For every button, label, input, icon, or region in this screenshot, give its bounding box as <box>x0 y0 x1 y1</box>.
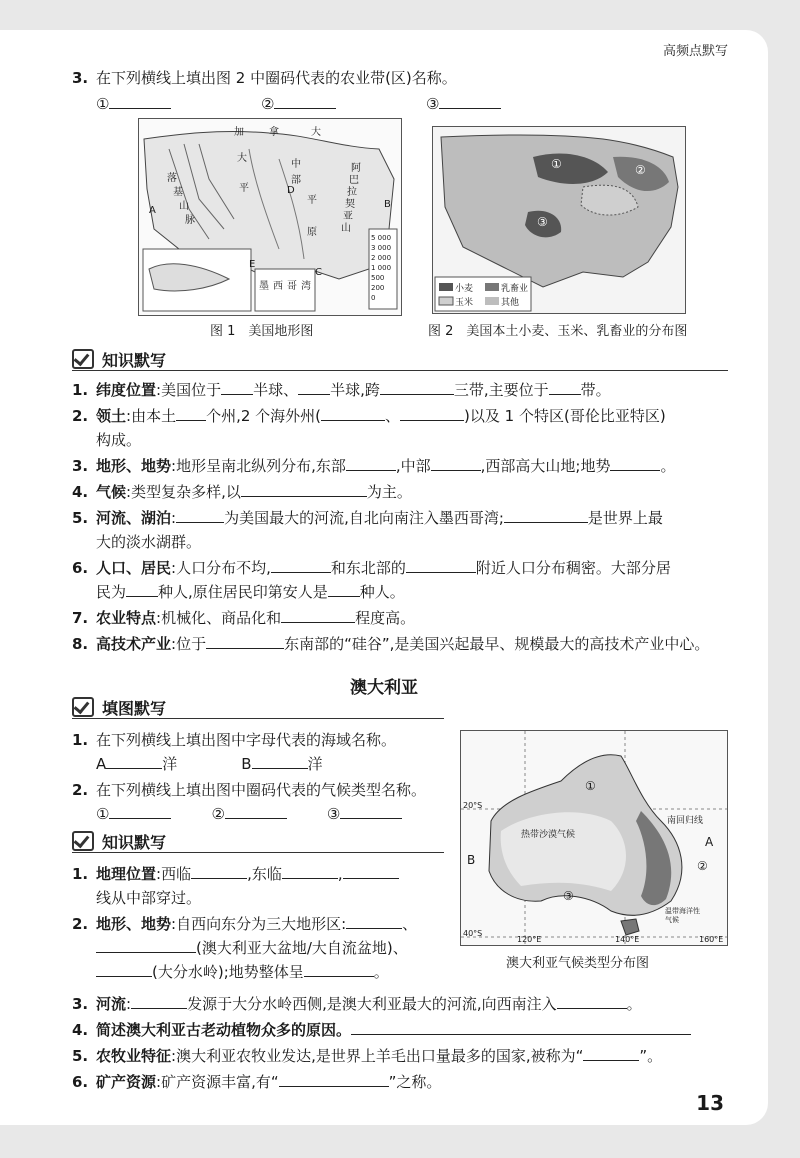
k6: 6. 人口、居民:人口分布不均, 和东北部的 附近人口分布稠密。大部分居 <box>72 559 671 577</box>
blank[interactable] <box>504 508 588 523</box>
check-icon <box>72 697 94 717</box>
map-label: 亚 <box>343 211 353 222</box>
a1-cont: 线从中部穿过。 <box>96 889 202 907</box>
map-label: 墨 <box>259 281 269 292</box>
blank[interactable] <box>431 456 481 471</box>
blank[interactable] <box>206 634 284 649</box>
blank[interactable] <box>126 582 158 597</box>
a2-cont2: (大分水岭);地势整体呈 。 <box>96 962 389 982</box>
blank[interactable] <box>176 406 206 421</box>
f1-blanks: A 洋 B 洋 <box>96 755 323 773</box>
divider <box>72 718 444 719</box>
a4: 4. 简述澳大利亚古老动植物众多的原因。 <box>72 1020 691 1040</box>
page <box>0 30 768 1125</box>
map-label: 契 <box>345 199 355 210</box>
blank[interactable] <box>96 962 152 977</box>
blank[interactable] <box>304 962 374 977</box>
legend-wheat: 小麦 <box>455 284 474 294</box>
us-agriculture-map <box>432 126 686 314</box>
f2: 2. 在下列横线上填出图中圈码代表的气候类型名称。 <box>72 781 427 799</box>
a1: 1. 地理位置:西临 ,东临 , <box>72 864 399 884</box>
elevation-legend: 5 000 3 000 2 000 1 000 500 200 0 <box>371 234 392 302</box>
map-label: C <box>315 267 322 278</box>
australia-heading: 澳大利亚 <box>350 678 418 698</box>
f2-blanks: ① ② ③ <box>96 804 402 824</box>
blank[interactable] <box>271 558 331 573</box>
blank[interactable] <box>406 558 476 573</box>
climate-mark: ② <box>697 859 708 873</box>
a3: 3. 河流: 发源于大分水岭西侧,是澳大利亚最大的河流,向西南注入 。 <box>72 995 642 1013</box>
blank[interactable] <box>557 994 627 1009</box>
map-label: 巴 <box>349 175 359 186</box>
map-label: 平 <box>239 183 249 194</box>
map-label: E <box>249 259 256 270</box>
k2: 2. 领土:由本土 个州,2 个海外州( 、 )以及 1 个特区(哥伦比亚特区) <box>72 407 666 425</box>
k5-cont: 大的淡水湖群。 <box>96 533 202 551</box>
k7: 7. 农业特点:机械化、商品化和 程度高。 <box>72 609 416 627</box>
check-icon <box>72 831 94 851</box>
climate-mark: ③ <box>563 889 574 903</box>
map-label: 脉 <box>185 215 195 226</box>
map-label: D <box>287 185 295 196</box>
fig2-caption: 图 2 美国本土小麦、玉米、乳畜业的分布图 <box>428 324 688 339</box>
blank[interactable] <box>96 938 196 953</box>
map-label: 山 <box>179 201 189 212</box>
map-label: 平 <box>307 195 317 206</box>
a2-cont: (澳大利亚大盆地/大自流盆地)、 <box>96 938 408 958</box>
blank[interactable] <box>346 456 396 471</box>
blank[interactable] <box>106 754 162 769</box>
blank[interactable] <box>610 456 660 471</box>
blank[interactable] <box>279 1072 389 1087</box>
lon-label: 160°E <box>699 935 724 944</box>
australia-climate-map <box>460 730 728 946</box>
blank[interactable] <box>274 94 336 109</box>
q3-line: 3. 在下列横线上填出图 2 中圈码代表的农业带(区)名称。 <box>72 69 457 87</box>
blank[interactable] <box>252 754 308 769</box>
map-label: A <box>149 205 156 216</box>
blank[interactable] <box>328 582 360 597</box>
map-label: 加 <box>234 127 244 138</box>
blank[interactable] <box>583 1046 639 1061</box>
header-tag: 高频点默写 <box>662 44 728 59</box>
map-label: 湾 <box>301 281 311 292</box>
page-number: 13 <box>696 1091 724 1115</box>
blank[interactable] <box>241 482 367 497</box>
map-label: 大 <box>237 153 247 164</box>
blank[interactable] <box>549 380 581 395</box>
us-terrain-map <box>138 118 402 316</box>
check-icon <box>72 349 94 369</box>
map-label: 西 <box>273 281 283 292</box>
blank[interactable] <box>346 914 402 929</box>
map-mark: ③ <box>537 215 548 229</box>
lon-label: 120°E <box>517 935 542 944</box>
k3: 3. 地形、地势:地形呈南北纵列分布,东部 ,中部 ,西部高大山地;地势 。 <box>72 457 676 475</box>
temperate-label: 温带海洋性气候 <box>665 907 700 924</box>
tropic-label: 南回归线 <box>667 816 704 826</box>
map-label: 原 <box>307 227 317 238</box>
map-label: 山 <box>341 223 351 234</box>
k8: 8. 高技术产业:位于 东南部的“硅谷”,是美国兴起最早、规模最大的高技术产业中心。 <box>72 635 710 653</box>
blank[interactable] <box>131 994 187 1009</box>
a6: 6. 矿产资源:矿产资源丰富,有“ ”之称。 <box>72 1073 442 1091</box>
map-mark: ② <box>635 163 646 177</box>
section-knowledge: 知识默写 <box>72 348 166 371</box>
map-label: 基 <box>173 187 183 198</box>
section-knowledge-aus: 知识默写 <box>72 830 166 853</box>
k2-cont: 构成。 <box>96 431 142 449</box>
map-label: 落 <box>167 173 177 184</box>
map-label: 哥 <box>287 281 297 292</box>
f1: 1. 在下列横线上填出图中字母代表的海域名称。 <box>72 731 397 749</box>
blank[interactable] <box>109 94 171 109</box>
blank[interactable] <box>225 804 287 819</box>
blank[interactable] <box>176 508 224 523</box>
map-label: 拿 <box>269 127 279 138</box>
map-label: B <box>384 199 391 210</box>
q3-blanks: ① ② ③ <box>96 94 501 114</box>
legend-corn: 玉米 <box>455 298 474 308</box>
k1: 1. 纬度位置:美国位于 半球、 半球,跨 三带,主要位于 带。 <box>72 381 611 399</box>
lon-label: 140°E <box>615 935 640 944</box>
sea-label-b: B <box>467 853 476 867</box>
a2: 2. 地形、地势:自西向东分为三大地形区: 、 <box>72 915 418 933</box>
lat-label: 40°S <box>463 929 483 938</box>
fig1-caption: 图 1 美国地形图 <box>210 324 314 339</box>
map-label: 部 <box>291 175 301 186</box>
blank[interactable] <box>321 406 385 421</box>
k4: 4. 气候:类型复杂多样,以 为主。 <box>72 483 412 501</box>
blank[interactable] <box>221 380 253 395</box>
answer-line[interactable] <box>351 1020 691 1035</box>
map-mark: ① <box>551 157 562 171</box>
section-map-fill: 填图默写 <box>72 696 166 719</box>
legend-dairy: 乳畜业 <box>501 284 529 294</box>
blank[interactable] <box>281 608 355 623</box>
desert-label: 热带沙漠气候 <box>521 830 576 840</box>
map-label: 拉 <box>347 187 357 198</box>
k6-cont: 民为 种人,原住居民印第安人是 种人。 <box>96 583 405 601</box>
us-terrain-labels <box>139 119 401 315</box>
map-label: 大 <box>311 127 321 138</box>
divider <box>72 370 728 371</box>
map-label: 中 <box>291 159 301 170</box>
blank[interactable] <box>380 380 454 395</box>
blank[interactable] <box>109 804 171 819</box>
blank[interactable] <box>282 864 338 879</box>
divider <box>72 852 444 853</box>
map-label: 阿 <box>351 163 361 174</box>
fig3-caption: 澳大利亚气候类型分布图 <box>506 956 650 971</box>
blank[interactable] <box>298 380 330 395</box>
lat-label: 20°S <box>463 801 483 810</box>
sea-label-a: A <box>705 835 714 849</box>
blank[interactable] <box>191 864 247 879</box>
climate-mark: ① <box>585 779 596 793</box>
a5: 5. 农牧业特征:澳大利亚农牧业发达,是世界上羊毛出口量最多的国家,被称为“ ”。 <box>72 1047 663 1065</box>
blank[interactable] <box>343 864 399 879</box>
k5: 5. 河流、湖泊: 为美国最大的河流,自北向南注入墨西哥湾; 是世界上最 <box>72 509 663 527</box>
blank[interactable] <box>340 804 402 819</box>
blank[interactable] <box>400 406 464 421</box>
blank[interactable] <box>439 94 501 109</box>
legend-other: 其他 <box>501 298 520 308</box>
